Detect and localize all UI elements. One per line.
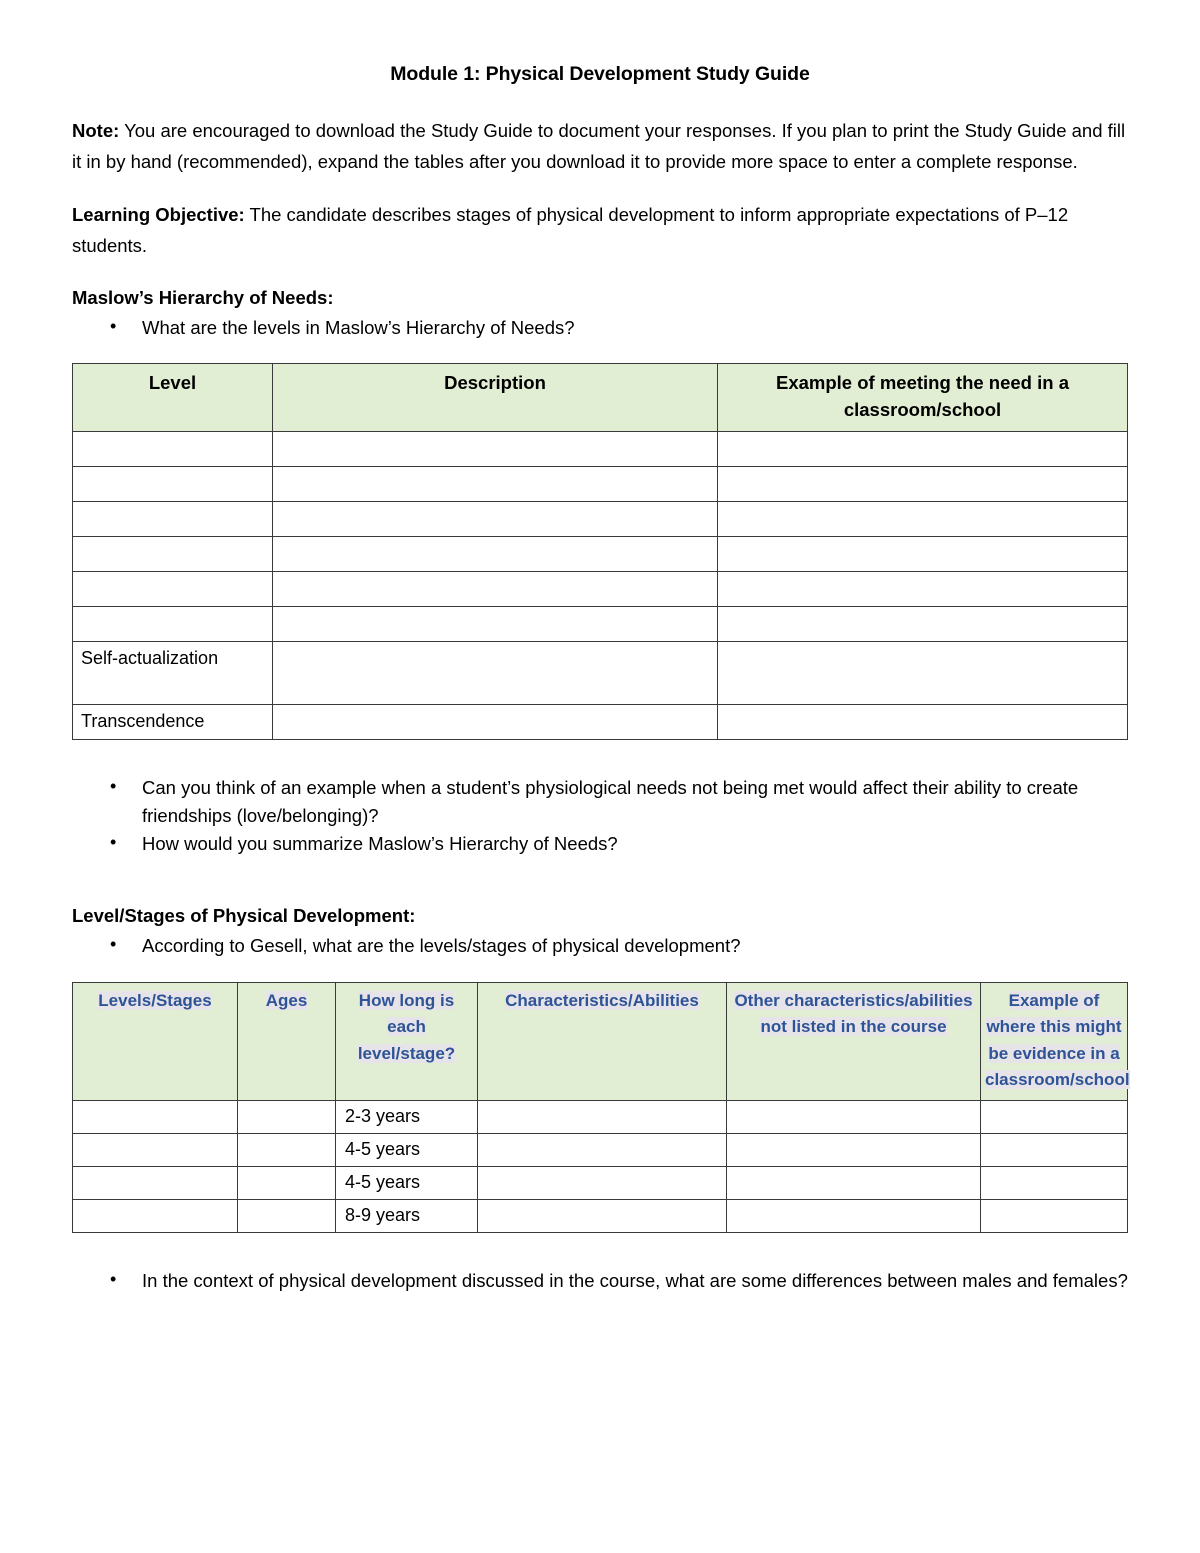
table-row xyxy=(73,571,1128,606)
cell-level[interactable]: Transcendence xyxy=(73,704,273,739)
learning-objective-body: The candidate describes stages of physical development to inform appropriate expectations of P–12 students. xyxy=(72,204,1069,257)
column-header-characteristics xyxy=(478,982,727,1100)
list-item: • How would you summarize Maslow’s Hierarchy of Needs? xyxy=(72,830,1128,858)
cell-other-characteristics[interactable] xyxy=(727,1166,981,1199)
cell-duration[interactable]: 8-9 years xyxy=(336,1199,478,1232)
cell-description[interactable] xyxy=(273,466,718,501)
maslow-hierarchy-table xyxy=(72,363,1128,740)
column-header-duration xyxy=(336,982,478,1100)
column-header-levels-stages xyxy=(73,982,238,1100)
gesell-table-body xyxy=(73,1100,1128,1232)
table-row xyxy=(73,641,1128,704)
cell-example[interactable] xyxy=(718,501,1128,536)
column-header-text: Characteristics/Abilities xyxy=(505,990,699,1010)
cell-example[interactable] xyxy=(718,466,1128,501)
column-header-ages xyxy=(238,982,336,1100)
cell-description[interactable] xyxy=(273,704,718,739)
cell-level[interactable] xyxy=(73,501,273,536)
cell-other-characteristics[interactable] xyxy=(727,1100,981,1133)
table-row xyxy=(73,501,1128,536)
cell-ages[interactable] xyxy=(238,1133,336,1166)
spacer xyxy=(72,1233,1128,1267)
column-header-example: Example of meeting the need in a classroom/school xyxy=(718,364,1128,432)
cell-description[interactable] xyxy=(273,606,718,641)
cell-ages[interactable] xyxy=(238,1100,336,1133)
spacer xyxy=(72,880,1128,902)
list-item: • According to Gesell, what are the levels/stages of physical development? xyxy=(72,932,1128,960)
cell-level[interactable] xyxy=(73,431,273,466)
maslow-table-head xyxy=(73,364,1128,432)
table-row xyxy=(73,1199,1128,1232)
column-header-description: Description xyxy=(273,364,718,432)
column-header-other-characteristics xyxy=(727,982,981,1100)
cell-level[interactable] xyxy=(73,466,273,501)
gesell-table-head xyxy=(73,982,1128,1100)
column-header-example-evidence xyxy=(981,982,1128,1100)
cell-example-evidence[interactable] xyxy=(981,1166,1128,1199)
cell-ages[interactable] xyxy=(238,1166,336,1199)
cell-level-stage[interactable] xyxy=(73,1133,238,1166)
table-row xyxy=(73,606,1128,641)
table-row xyxy=(73,431,1128,466)
column-header-text: Example of where this might be evidence in a classroom/school xyxy=(985,990,1130,1090)
cell-example[interactable] xyxy=(718,704,1128,739)
cell-level[interactable]: Self-actualization xyxy=(73,641,273,704)
cell-example[interactable] xyxy=(718,606,1128,641)
table-row xyxy=(73,1100,1128,1133)
cell-characteristics[interactable] xyxy=(478,1199,727,1232)
cell-level[interactable] xyxy=(73,536,273,571)
cell-example-evidence[interactable] xyxy=(981,1199,1128,1232)
cell-example-evidence[interactable] xyxy=(981,1133,1128,1166)
maslow-table-body xyxy=(73,431,1128,739)
cell-level-stage[interactable] xyxy=(73,1199,238,1232)
cell-characteristics[interactable] xyxy=(478,1100,727,1133)
cell-other-characteristics[interactable] xyxy=(727,1199,981,1232)
list-item: • In the context of physical development discussed in the course, what are some differences between males and females? xyxy=(72,1267,1128,1295)
section-heading-maslow: Maslow’s Hierarchy of Needs: xyxy=(72,286,334,308)
learning-objective-label: Learning Objective: xyxy=(72,204,245,226)
table-row xyxy=(73,1133,1128,1166)
list-item: • What are the levels in Maslow’s Hierarchy of Needs? xyxy=(72,314,1128,342)
table-row xyxy=(73,1166,1128,1199)
cell-level[interactable] xyxy=(73,606,273,641)
note-label: Note: xyxy=(72,120,120,142)
cell-description[interactable] xyxy=(273,536,718,571)
table-header-row xyxy=(73,982,1128,1100)
cell-level-stage[interactable] xyxy=(73,1166,238,1199)
list-item: • Can you think of an example when a student’s physiological needs not being met would affect their ability to create friendships (love/belonging)? xyxy=(72,774,1128,830)
spacer xyxy=(72,740,1128,774)
cell-example[interactable] xyxy=(718,431,1128,466)
cell-description[interactable] xyxy=(273,641,718,704)
cell-example-evidence[interactable] xyxy=(981,1100,1128,1133)
cell-duration[interactable]: 4-5 years xyxy=(336,1166,478,1199)
gesell-lead-bullet-list xyxy=(72,932,1128,960)
learning-objective-paragraph xyxy=(72,200,1128,262)
cell-example[interactable] xyxy=(718,641,1128,704)
cell-other-characteristics[interactable] xyxy=(727,1133,981,1166)
cell-level[interactable] xyxy=(73,571,273,606)
maslow-trailing-bullet-list xyxy=(72,774,1128,858)
column-header-level: Level xyxy=(73,364,273,432)
cell-ages[interactable] xyxy=(238,1199,336,1232)
page-title: Module 1: Physical Development Study Guide xyxy=(390,63,810,85)
note-paragraph xyxy=(72,116,1128,178)
cell-description[interactable] xyxy=(273,431,718,466)
column-header-text: Other characteristics/abilities not listed in the course xyxy=(734,990,973,1037)
gesell-levels-stages-table xyxy=(72,982,1128,1233)
table-header-row xyxy=(73,364,1128,432)
note-body: You are encouraged to download the Study Guide to document your responses. If you plan to print the Study Guide and fill it in by hand (recommended), expand the tables after you download it to provide more space to enter a complete response. xyxy=(72,120,1126,173)
gesell-trailing-bullet-list xyxy=(72,1267,1128,1295)
cell-characteristics[interactable] xyxy=(478,1166,727,1199)
column-header-text: Ages xyxy=(265,990,308,1010)
cell-duration[interactable]: 2-3 years xyxy=(336,1100,478,1133)
cell-example[interactable] xyxy=(718,536,1128,571)
cell-example[interactable] xyxy=(718,571,1128,606)
cell-characteristics[interactable] xyxy=(478,1133,727,1166)
cell-level-stage[interactable] xyxy=(73,1100,238,1133)
maslow-lead-bullet-list xyxy=(72,314,1128,342)
table-row xyxy=(73,466,1128,501)
cell-description[interactable] xyxy=(273,501,718,536)
table-row xyxy=(73,704,1128,739)
section-heading-levels-stages: Level/Stages of Physical Development: xyxy=(72,905,416,927)
column-header-text: How long is each level/stage? xyxy=(357,990,456,1063)
cell-duration[interactable]: 4-5 years xyxy=(336,1133,478,1166)
table-row xyxy=(73,536,1128,571)
column-header-text: Levels/Stages xyxy=(98,990,212,1010)
cell-description[interactable] xyxy=(273,571,718,606)
